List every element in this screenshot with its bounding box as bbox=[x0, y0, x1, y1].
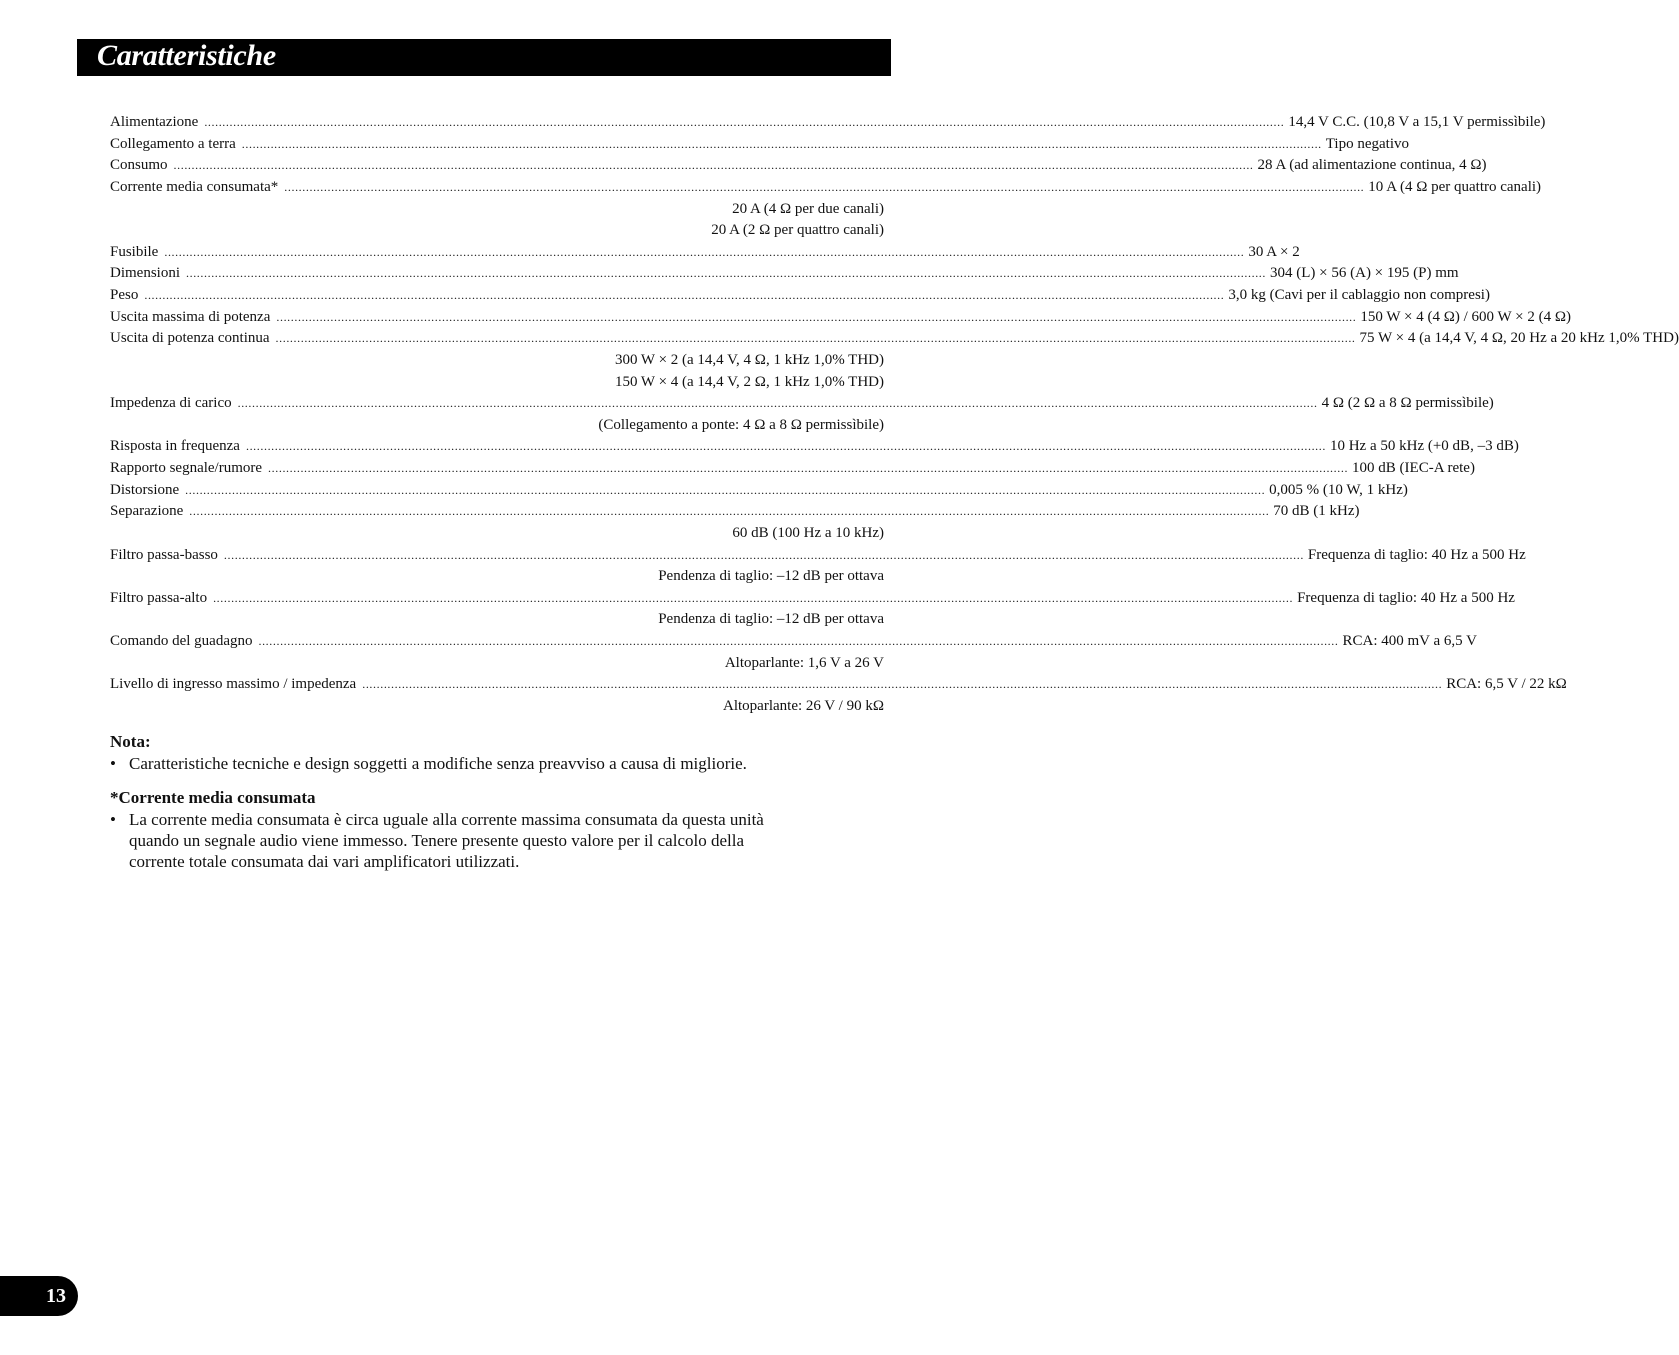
spec-value: RCA: 6,5 V / 22 kΩ bbox=[1446, 676, 1567, 693]
spec-row bbox=[110, 155, 1487, 177]
spec-value: 75 W × 4 (a 14,4 V, 4 Ω, 20 Hz a 20 kHz 1,0% THD) bbox=[1359, 330, 1679, 347]
spec-row bbox=[110, 674, 1567, 696]
spec-row bbox=[110, 285, 1490, 307]
spec-value: 4 Ω (2 Ω a 8 Ω permissìbile) bbox=[1321, 395, 1494, 412]
note-text: Caratteristiche tecniche e design soggetti a modifiche senza preavviso a causa di migliorie. bbox=[129, 754, 747, 773]
spec-row bbox=[110, 609, 884, 631]
dot-leader: ............................................................................................................................................................................................................................................................................................................ bbox=[237, 396, 1318, 411]
spec-value: 30 A × 2 bbox=[1248, 243, 1300, 260]
spec-row bbox=[110, 458, 1475, 480]
spec-label: Fusibile bbox=[110, 243, 159, 260]
spec-value: 20 A (2 Ω per quattro canali) bbox=[711, 222, 884, 239]
spec-row bbox=[110, 501, 1360, 523]
spec-value: 304 (L) × 56 (A) × 195 (P) mm bbox=[1270, 265, 1459, 282]
spec-value: (Collegamento a ponte: 4 Ω a 8 Ω permissìbile) bbox=[598, 416, 884, 433]
spec-value: Tipo negativo bbox=[1325, 135, 1409, 152]
spec-row bbox=[110, 112, 1546, 134]
page-title: Caratteristiche bbox=[97, 39, 276, 72]
spec-label: Livello di ingresso massimo / impedenza bbox=[110, 676, 357, 693]
spec-label: Filtro passa-alto bbox=[110, 589, 208, 606]
current-note-bullet bbox=[110, 809, 769, 872]
dot-leader: ............................................................................................................................................................................................................................................................................................................ bbox=[223, 547, 1304, 562]
spec-value: 300 W × 2 (a 14,4 V, 4 Ω, 1 kHz 1,0% THD) bbox=[614, 351, 884, 368]
spec-value: 3,0 kg (Cavi per il cablaggio non compresi) bbox=[1228, 287, 1490, 303]
dot-leader: ............................................................................................................................................................................................................................................................................................................ bbox=[213, 590, 1294, 605]
spec-value: 28 A (ad alimentazione continua, 4 Ω) bbox=[1257, 157, 1487, 174]
dot-leader: ............................................................................................................................................................................................................................................................................................................ bbox=[276, 309, 1357, 324]
spec-label: Separazione bbox=[110, 503, 184, 520]
dot-leader: ............................................................................................................................................................................................................................................................................................................ bbox=[268, 461, 1349, 475]
spec-value: 100 dB (IEC-A rete) bbox=[1352, 460, 1475, 476]
note-bullet bbox=[110, 753, 849, 774]
dot-leader: ............................................................................................................................................................................................................................................................................................................ bbox=[284, 179, 1365, 194]
spec-row bbox=[110, 372, 884, 394]
spec-value: RCA: 400 mV a 6,5 V bbox=[1342, 633, 1477, 649]
spec-label: Uscita massima di potenza bbox=[110, 308, 271, 325]
spec-row bbox=[110, 631, 1477, 653]
dot-leader: ............................................................................................................................................................................................................................................................................................................ bbox=[245, 439, 1326, 454]
spec-value: 70 dB (1 kHz) bbox=[1273, 503, 1360, 520]
spec-value: 60 dB (100 Hz a 10 kHz) bbox=[732, 524, 884, 541]
dot-leader: ............................................................................................................................................................................................................................................................................................................ bbox=[185, 482, 1266, 497]
spec-label: Uscita di potenza continua bbox=[110, 330, 270, 347]
spec-label: Filtro passa-basso bbox=[110, 546, 218, 563]
spec-value: 20 A (4 Ω per due canali) bbox=[732, 200, 884, 217]
spec-row bbox=[110, 436, 1519, 458]
dot-leader: ............................................................................................................................................................................................................................................................................................................ bbox=[164, 244, 1245, 259]
dot-leader: ............................................................................................................................................................................................................................................................................................................ bbox=[189, 504, 1270, 519]
dot-leader: ............................................................................................................................................................................................................................................................................................................ bbox=[258, 634, 1339, 648]
spec-row bbox=[110, 177, 1542, 199]
spec-row bbox=[110, 350, 884, 372]
notes-section bbox=[110, 731, 870, 885]
spec-row bbox=[110, 545, 1526, 567]
dot-leader: ............................................................................................................................................................................................................................................................................................................ bbox=[186, 266, 1266, 281]
page-number: 13 bbox=[0, 1276, 78, 1316]
spec-value: 10 A (4 Ω per quattro canali) bbox=[1368, 178, 1542, 195]
spec-row bbox=[110, 134, 1409, 156]
spec-value: Altoparlante: 26 V / 90 kΩ bbox=[723, 697, 884, 714]
current-note-text: La corrente media consumata è circa uguale alla corrente massima consumata da questa unità quando un segnale audio viene immesso. Tenere presente questo valore per il calcolo della corrente totale consumata dai vari amplificatori utilizzati. bbox=[129, 810, 764, 871]
spec-value: 10 Hz a 50 kHz (+0 dB, –3 dB) bbox=[1329, 438, 1519, 455]
spec-label: Corrente media consumata* bbox=[110, 178, 279, 195]
spec-row bbox=[110, 242, 1300, 264]
dot-leader: ............................................................................................................................................................................................................................................................................................................ bbox=[173, 158, 1254, 173]
spec-value: Pendenza di taglio: –12 dB per ottava bbox=[658, 568, 884, 585]
spec-row bbox=[110, 566, 884, 588]
specifications-list bbox=[110, 112, 1679, 718]
dot-leader: ............................................................................................................................................................................................................................................................................................................ bbox=[144, 288, 1225, 302]
spec-label: Collegamento a terra bbox=[110, 135, 236, 152]
dot-leader: ............................................................................................................................................................................................................................................................................................................ bbox=[204, 115, 1285, 129]
spec-row bbox=[110, 220, 884, 242]
dot-leader: ............................................................................................................................................................................................................................................................................................................ bbox=[362, 677, 1443, 692]
spec-row bbox=[110, 588, 1515, 610]
spec-row bbox=[110, 653, 884, 675]
spec-label: Distorsione bbox=[110, 481, 180, 498]
spec-row bbox=[110, 415, 884, 437]
spec-row bbox=[110, 328, 1679, 350]
current-note-heading: *Corrente media consumata bbox=[110, 788, 316, 807]
section-header bbox=[77, 39, 891, 76]
spec-label: Risposta in frequenza bbox=[110, 438, 240, 455]
spec-value: Pendenza di taglio: –12 dB per ottava bbox=[658, 611, 884, 628]
spec-row bbox=[110, 199, 884, 221]
dot-leader: ............................................................................................................................................................................................................................................................................................................ bbox=[275, 331, 1356, 346]
dot-leader: ............................................................................................................................................................................................................................................................................................................ bbox=[241, 136, 1322, 151]
spec-label: Alimentazione bbox=[110, 114, 199, 130]
spec-label: Dimensioni bbox=[110, 265, 180, 282]
bullet-icon: • bbox=[110, 810, 116, 829]
spec-label: Impedenza di carico bbox=[110, 395, 232, 412]
spec-row bbox=[110, 307, 1571, 329]
spec-row bbox=[110, 523, 884, 545]
spec-label: Comando del guadagno bbox=[110, 633, 253, 649]
spec-label: Consumo bbox=[110, 157, 168, 174]
spec-row bbox=[110, 696, 884, 718]
bullet-icon: • bbox=[110, 754, 116, 773]
spec-value: 150 W × 4 (a 14,4 V, 2 Ω, 1 kHz 1,0% THD) bbox=[614, 373, 884, 390]
spec-row bbox=[110, 480, 1408, 502]
spec-label: Peso bbox=[110, 287, 139, 303]
spec-row bbox=[110, 393, 1494, 415]
spec-value: 150 W × 4 (4 Ω) / 600 W × 2 (4 Ω) bbox=[1360, 308, 1571, 325]
spec-value: Frequenza di taglio: 40 Hz a 500 Hz bbox=[1307, 546, 1526, 563]
spec-value: Altoparlante: 1,6 V a 26 V bbox=[724, 654, 884, 671]
spec-value: Frequenza di taglio: 40 Hz a 500 Hz bbox=[1297, 589, 1515, 606]
spec-row bbox=[110, 263, 1459, 285]
spec-value: 0,005 % (10 W, 1 kHz) bbox=[1269, 481, 1408, 498]
spec-value: 14,4 V C.C. (10,8 V a 15,1 V permissìbile) bbox=[1288, 114, 1546, 130]
spec-label: Rapporto segnale/rumore bbox=[110, 460, 263, 476]
note-heading: Nota: bbox=[110, 732, 151, 751]
